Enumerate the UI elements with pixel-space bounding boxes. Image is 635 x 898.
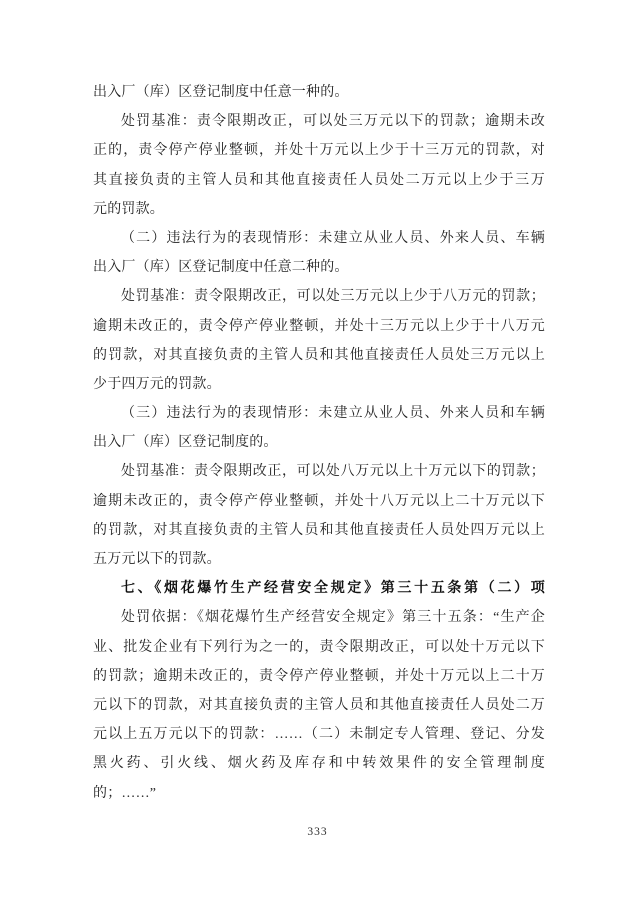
text-line: 出入厂（库）区登记制度的。: [93, 435, 278, 451]
text-line: 元的罚款。: [93, 201, 164, 217]
paragraph: [93, 224, 545, 282]
text-line: （二）违法行为的表现情形：未建立从业人员、外来人员、车辆: [121, 230, 545, 246]
text-line: 出入厂（库）区登记制度中任意二种的。: [93, 260, 349, 276]
text-line: 的罚款；逾期未改正的，责令停产停业整顿，并处十万元以上二十万: [93, 668, 545, 684]
paragraph: [93, 457, 545, 574]
text-line: 的罚款，对其直接负责的主管人员和其他直接责任人员处三万元以上: [93, 347, 545, 363]
text-line: 处罚基准：责令限期改正，可以处三万元以下的罚款；逾期未改: [121, 114, 545, 130]
section-heading: [93, 574, 545, 603]
document-body: [93, 78, 545, 808]
text-line: 五万元以下的罚款。: [93, 552, 221, 567]
text-line: 逾期未改正的，责令停产停业整顿，并处十八万元以上二十万元以下: [93, 493, 545, 509]
text-line: 处罚依据：《烟花爆竹生产经营安全规定》第三十五条：“生产企: [121, 610, 545, 626]
text-line: 其直接负责的主管人员和其他直接责任人员处二万元以上少于三万: [93, 172, 545, 188]
text-line: 业、批发企业有下列行为之一的，责令限期改正，可以处十万元以下: [93, 639, 545, 655]
text-line: 的罚款，对其直接负责的主管人员和其他直接责任人员处四万元以上: [93, 522, 545, 538]
text-line: 少于四万元的罚款。: [93, 376, 221, 392]
paragraph: [93, 603, 545, 807]
page-number: 333: [307, 826, 328, 838]
text-line: 逾期未改正的，责令停产停业整顿，并处十三万元以上少于十八万元: [93, 318, 545, 334]
text-line: 处罚基准：责令限期改正，可以处三万元以上少于八万元的罚款；: [121, 289, 545, 305]
paragraph: [93, 107, 545, 224]
paragraph: [93, 399, 545, 457]
text-line: 元以上五万元以下的罚款：……（二）未制定专人管理、登记、分发: [93, 727, 545, 743]
paragraph: [93, 282, 545, 399]
text-line: 的；……”: [93, 785, 157, 801]
text-line: 黑火药、引火线、烟火药及库存和中转效果件的安全管理制度: [93, 756, 545, 772]
paragraph: [93, 78, 545, 107]
text-line: （三）违法行为的表现情形：未建立从业人员、外来人员和车辆: [121, 406, 545, 422]
text-line: 正的，责令停产停业整顿，并处十万元以上少于十三万元的罚款，对: [93, 143, 545, 159]
heading-line: 七、《烟花爆竹生产经营安全规定》第三十五条第（二）项: [121, 581, 545, 597]
page-footer: [0, 822, 635, 840]
text-line: 出入厂（库）区登记制度中任意一种的。: [93, 85, 349, 100]
text-line: 元以下的罚款，对其直接负责的主管人员和其他直接责任人员处二万: [93, 697, 545, 713]
text-line: 处罚基准：责令限期改正，可以处八万元以上十万元以下的罚款；: [121, 464, 545, 480]
